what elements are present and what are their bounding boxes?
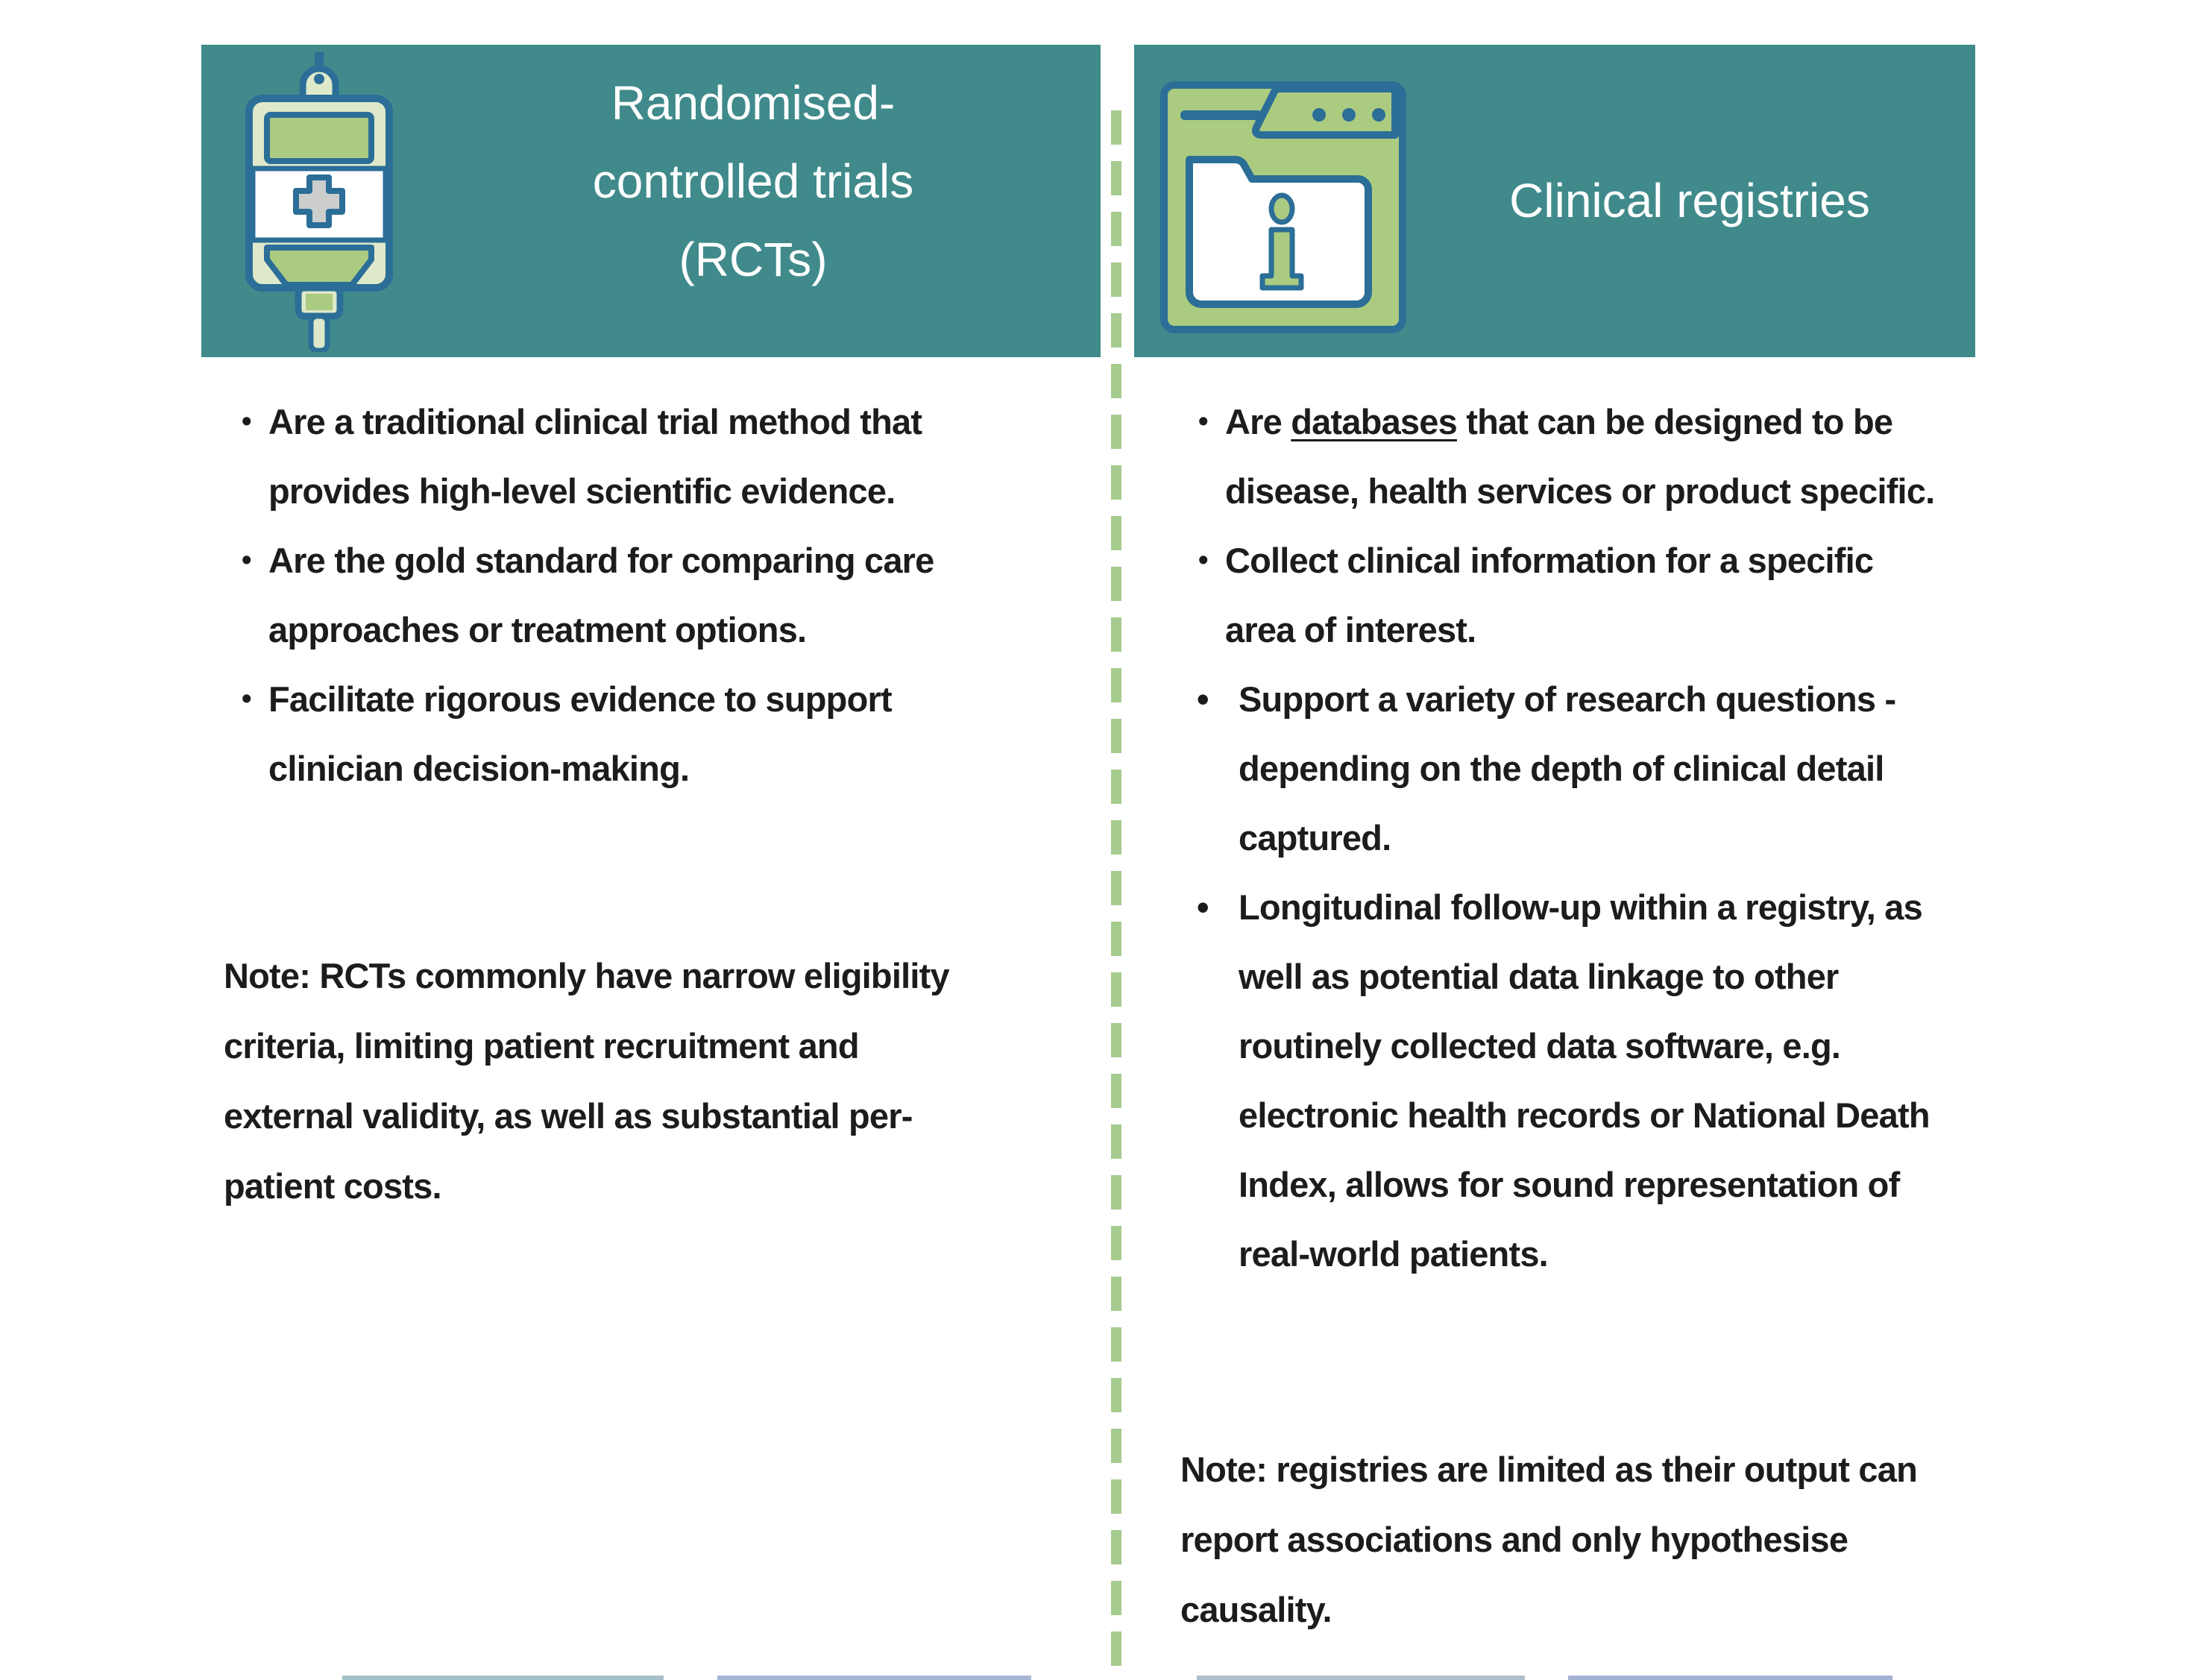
- registries-bullet-list: [1197, 387, 1942, 1289]
- cutoff-card-fragment: [717, 1676, 1031, 1680]
- list-item: [1197, 872, 1942, 1289]
- cutoff-card-fragment: [1568, 1676, 1892, 1680]
- registries-title: Clinical registries: [1509, 174, 1870, 227]
- list-item: [1197, 526, 1942, 664]
- rct-header-card: [201, 45, 1101, 357]
- cutoff-card-fragment: [1197, 1676, 1525, 1680]
- bullet-dot: •: [242, 683, 251, 715]
- bullet-dot: •: [242, 406, 251, 438]
- rct-title: [425, 64, 1081, 299]
- bullet-text: Longitudinal follow-up within a registry, as well as potential data linkage to other routinely collected data software, e.g. electronic health records or National Death Index, allows for sound representation of real-world patients.: [1239, 887, 1930, 1274]
- bullet-dot: •: [1198, 544, 1208, 576]
- list-item: [240, 387, 1016, 526]
- bullet-text: Support a variety of research questions - depending on the depth of clinical detail captured.: [1239, 679, 1896, 858]
- dashed-divider: [1111, 110, 1121, 1680]
- bullet-dot: •: [1197, 679, 1209, 719]
- bullet-text: Collect clinical information for a specific area of interest.: [1225, 541, 1874, 649]
- registries-header-card: [1134, 45, 1975, 357]
- rct-bullet-list: [240, 387, 1016, 803]
- bullet-dot: •: [242, 544, 251, 576]
- rct-note: Note: RCTs commonly have narrow eligibility criteria, limiting patient recruitment and external validity, as well as substantial per-patient costs.: [224, 956, 949, 1206]
- bullet-text: Are a traditional clinical trial method that provides high-level scientific evidence.: [268, 402, 922, 511]
- info-folder-icon: [1157, 69, 1417, 337]
- list-item: [1197, 387, 1942, 526]
- rct-title-line1: Randomised-: [611, 76, 896, 130]
- bullet-text: Are databases that can be designed to be disease, health services or product specific.: [1225, 402, 1935, 511]
- bullet-text: Facilitate rigorous evidence to support clinician decision-making.: [268, 679, 892, 788]
- cutoff-card-fragment: [342, 1676, 664, 1680]
- underlined-term: databases: [1291, 402, 1457, 441]
- list-item: [1197, 664, 1942, 872]
- registries-note: Note: registries are limited as their output can report associations and only hypothesise causality.: [1180, 1450, 1918, 1629]
- list-item: [240, 526, 1016, 664]
- list-item: [240, 664, 1016, 803]
- iv-bag-icon: [233, 52, 406, 352]
- rct-title-line2: controlled trials: [592, 154, 914, 208]
- bullet-dot: •: [1198, 406, 1208, 438]
- rct-title-line3: (RCTs): [679, 233, 828, 286]
- bullet-text: Are the gold standard for comparing care approaches or treatment options.: [268, 541, 934, 649]
- bullet-dot: •: [1197, 887, 1209, 927]
